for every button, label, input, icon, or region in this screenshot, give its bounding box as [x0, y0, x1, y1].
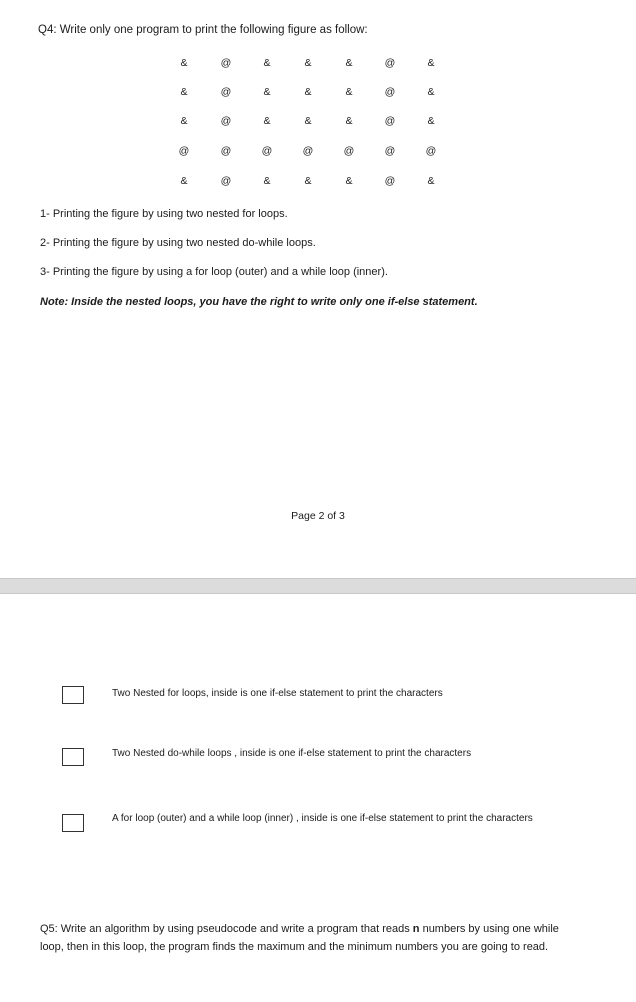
figure-char-r5-c7: & — [427, 175, 435, 187]
figure-char-r3-c3: & — [263, 115, 271, 127]
figure-char-r4-c7: @ — [425, 145, 437, 157]
choice-2-label: Two Nested do-while loops , inside is one if-else statement to print the characters — [112, 748, 472, 759]
figure-char-r3-c2: @ — [220, 115, 232, 127]
figure-char-r3-c1: & — [180, 115, 188, 127]
question-5-text-start: Q5: Write an algorithm by using pseudocode and write a program that reads — [40, 923, 413, 935]
question-5-bold-n: n — [412, 923, 420, 935]
figure-char-r5-c5: & — [345, 175, 353, 187]
figure-char-r2-c4: & — [304, 86, 312, 98]
figure-char-r3-c7: & — [427, 115, 435, 127]
question-5-text-end: numbers by using one while loop, then in this loop, the program finds the maximum and the minimum numbers you are going to read. — [40, 923, 559, 953]
choice-1-checkbox[interactable] — [62, 686, 84, 704]
answer-section — [0, 594, 636, 1002]
figure-char-r5-c2: @ — [220, 175, 232, 187]
figure-char-r1-c1: & — [180, 57, 188, 69]
figure-char-r5-c3: & — [263, 175, 271, 187]
figure-char-r2-c1: & — [180, 86, 188, 98]
figure-char-r4-c3: @ — [261, 145, 273, 157]
figure-char-r5-c6: @ — [384, 175, 396, 187]
page-separator — [0, 578, 636, 594]
figure-char-r3-c6: @ — [384, 115, 396, 127]
figure-char-r2-c2: @ — [220, 86, 232, 98]
choice-3-label: A for loop (outer) and a while loop (inner) , inside is one if-else statement to print the characters — [112, 813, 533, 824]
choice-2-checkbox[interactable] — [62, 748, 84, 766]
figure-char-r4-c4: @ — [302, 145, 314, 157]
choice-1-label: Two Nested for loops, inside is one if-else statement to print the characters — [112, 688, 443, 699]
figure-char-r2-c6: @ — [384, 86, 396, 98]
figure-char-r3-c5: & — [345, 115, 353, 127]
figure-char-r1-c2: @ — [220, 57, 232, 69]
figure-char-r1-c5: & — [345, 57, 353, 69]
character-figure — [0, 0, 636, 200]
figure-char-r4-c2: @ — [220, 145, 232, 157]
figure-char-r2-c7: & — [427, 86, 435, 98]
figure-char-r1-c6: @ — [384, 57, 396, 69]
task-item-3: 3- Printing the figure by using a for loop (outer) and a while loop (inner). — [40, 266, 388, 278]
figure-char-r1-c4: & — [304, 57, 312, 69]
task-item-1: 1- Printing the figure by using two nested for loops. — [40, 208, 288, 220]
page-number: Page 2 of 3 — [291, 510, 345, 522]
figure-char-r2-c5: & — [345, 86, 353, 98]
figure-char-r4-c6: @ — [384, 145, 396, 157]
figure-char-r4-c5: @ — [343, 145, 355, 157]
figure-char-r1-c7: & — [427, 57, 435, 69]
figure-char-r5-c4: & — [304, 175, 312, 187]
question-4-title: Q4: Write only one program to print the following figure as follow: — [38, 24, 368, 36]
figure-char-r1-c3: & — [263, 57, 271, 69]
question-5-text — [40, 920, 560, 956]
figure-char-r2-c3: & — [263, 86, 271, 98]
figure-char-r4-c1: @ — [178, 145, 190, 157]
figure-char-r3-c4: & — [304, 115, 312, 127]
note-text: Note: Inside the nested loops, you have the right to write only one if-else statement. — [40, 296, 478, 308]
figure-char-r5-c1: & — [180, 175, 188, 187]
choice-3-checkbox[interactable] — [62, 814, 84, 832]
task-item-2: 2- Printing the figure by using two nested do-while loops. — [40, 237, 316, 249]
